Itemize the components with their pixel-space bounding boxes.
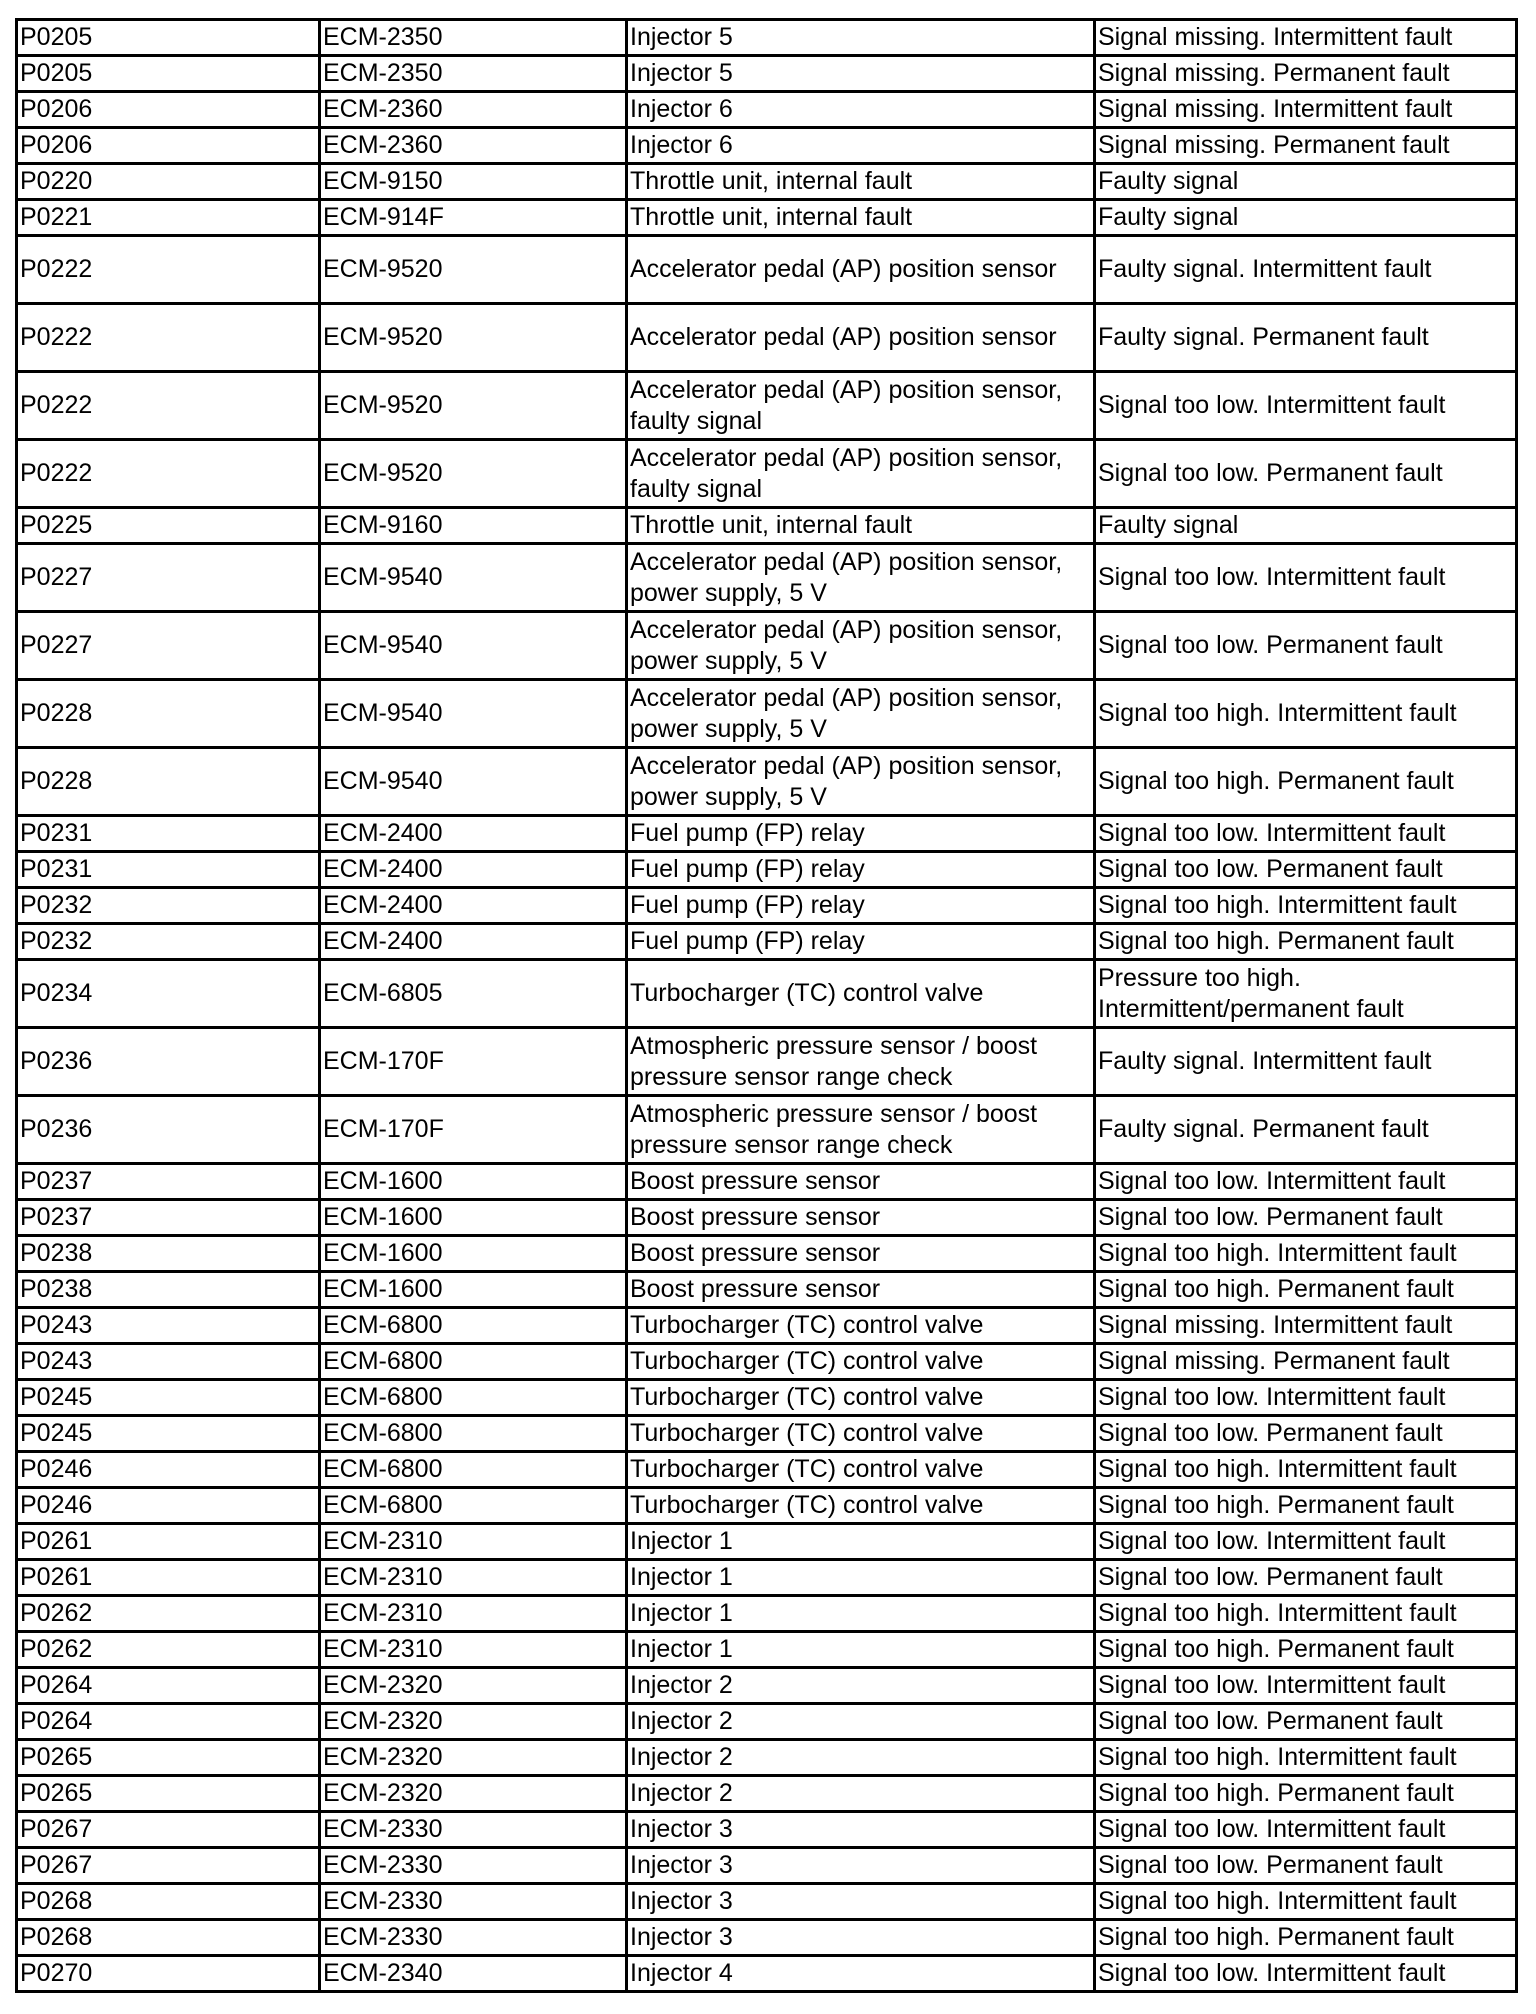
component-cell: Injector 6 [627,128,1095,164]
fault-code-cell: P0238 [17,1236,320,1272]
component-cell: Injector 2 [627,1740,1095,1776]
component-cell: Atmospheric pressure sensor / boost pressure sensor range check [627,1096,1095,1164]
table-row [17,1164,1517,1200]
ecm-code-cell: ECM-9540 [320,612,627,680]
fault-code-cell: P0221 [17,200,320,236]
table-row [17,1028,1517,1096]
component-cell: Injector 1 [627,1560,1095,1596]
table-row [17,20,1517,56]
fault-description-cell: Signal too low. Intermittent fault [1095,1380,1517,1416]
fault-description-cell: Signal missing. Permanent fault [1095,128,1517,164]
fault-description-cell: Signal too low. Intermittent fault [1095,816,1517,852]
fault-description-cell: Signal too high. Permanent fault [1095,924,1517,960]
fault-description-cell: Signal missing. Permanent fault [1095,56,1517,92]
ecm-code-cell: ECM-1600 [320,1236,627,1272]
table-row [17,200,1517,236]
ecm-code-cell: ECM-2360 [320,128,627,164]
ecm-code-cell: ECM-2320 [320,1740,627,1776]
ecm-code-cell: ECM-2400 [320,816,627,852]
ecm-code-cell: ECM-2310 [320,1596,627,1632]
ecm-code-cell: ECM-9540 [320,544,627,612]
component-cell: Turbocharger (TC) control valve [627,1416,1095,1452]
ecm-code-cell: ECM-170F [320,1028,627,1096]
fault-description-cell: Signal too low. Intermittent fault [1095,1956,1517,1992]
table-row [17,1452,1517,1488]
fault-description-cell: Signal too low. Intermittent fault [1095,372,1517,440]
fault-description-cell: Signal too high. Intermittent fault [1095,1740,1517,1776]
fault-code-cell: P0243 [17,1344,320,1380]
ecm-code-cell: ECM-6800 [320,1488,627,1524]
fault-code-cell: P0267 [17,1812,320,1848]
fault-code-cell: P0236 [17,1028,320,1096]
component-cell: Boost pressure sensor [627,1272,1095,1308]
component-cell: Fuel pump (FP) relay [627,816,1095,852]
fault-code-cell: P0237 [17,1164,320,1200]
fault-description-cell: Signal too high. Permanent fault [1095,748,1517,816]
fault-description-cell: Faulty signal [1095,508,1517,544]
fault-code-table-body [17,20,1517,1992]
fault-code-cell: P0246 [17,1452,320,1488]
fault-description-cell: Signal too high. Permanent fault [1095,1488,1517,1524]
fault-code-cell: P0265 [17,1740,320,1776]
fault-description-cell: Signal too high. Intermittent fault [1095,1884,1517,1920]
table-row [17,816,1517,852]
ecm-code-cell: ECM-2350 [320,20,627,56]
component-cell: Injector 4 [627,1956,1095,1992]
component-cell: Injector 5 [627,20,1095,56]
table-row [17,1848,1517,1884]
table-row [17,1668,1517,1704]
table-row [17,924,1517,960]
ecm-code-cell: ECM-914F [320,200,627,236]
fault-description-cell: Signal too high. Permanent fault [1095,1776,1517,1812]
ecm-code-cell: ECM-9540 [320,748,627,816]
component-cell: Fuel pump (FP) relay [627,852,1095,888]
table-row [17,612,1517,680]
fault-description-cell: Signal too low. Permanent fault [1095,612,1517,680]
table-row [17,92,1517,128]
table-row [17,1776,1517,1812]
component-cell: Boost pressure sensor [627,1164,1095,1200]
fault-code-cell: P0265 [17,1776,320,1812]
table-row [17,1308,1517,1344]
component-cell: Accelerator pedal (AP) position sensor, faulty signal [627,372,1095,440]
table-row [17,1812,1517,1848]
fault-code-cell: P0225 [17,508,320,544]
fault-code-cell: P0243 [17,1308,320,1344]
ecm-code-cell: ECM-2330 [320,1920,627,1956]
fault-description-cell: Signal too high. Intermittent fault [1095,680,1517,748]
component-cell: Atmospheric pressure sensor / boost pressure sensor range check [627,1028,1095,1096]
fault-description-cell: Signal too low. Permanent fault [1095,1848,1517,1884]
ecm-code-cell: ECM-2310 [320,1632,627,1668]
table-row [17,1884,1517,1920]
fault-code-cell: P0222 [17,372,320,440]
fault-description-cell: Signal too low. Permanent fault [1095,1200,1517,1236]
component-cell: Accelerator pedal (AP) position sensor, power supply, 5 V [627,544,1095,612]
fault-code-cell: P0220 [17,164,320,200]
fault-description-cell: Signal too low. Permanent fault [1095,440,1517,508]
fault-code-cell: P0232 [17,924,320,960]
ecm-code-cell: ECM-1600 [320,1200,627,1236]
component-cell: Injector 1 [627,1524,1095,1560]
table-row [17,372,1517,440]
component-cell: Injector 5 [627,56,1095,92]
fault-description-cell: Signal too high. Permanent fault [1095,1272,1517,1308]
fault-description-cell: Signal too low. Intermittent fault [1095,1164,1517,1200]
fault-code-table [15,18,1518,1993]
fault-description-cell: Signal too low. Permanent fault [1095,852,1517,888]
fault-description-cell: Signal too low. Intermittent fault [1095,1668,1517,1704]
ecm-code-cell: ECM-2320 [320,1668,627,1704]
fault-code-cell: P0262 [17,1632,320,1668]
table-row [17,960,1517,1028]
ecm-code-cell: ECM-2400 [320,888,627,924]
table-row [17,1200,1517,1236]
table-row [17,1704,1517,1740]
component-cell: Turbocharger (TC) control valve [627,1380,1095,1416]
fault-description-cell: Signal too low. Permanent fault [1095,1704,1517,1740]
fault-code-cell: P0236 [17,1096,320,1164]
ecm-code-cell: ECM-170F [320,1096,627,1164]
fault-code-cell: P0222 [17,440,320,508]
fault-code-cell: P0237 [17,1200,320,1236]
fault-code-cell: P0264 [17,1704,320,1740]
table-row [17,1740,1517,1776]
ecm-code-cell: ECM-1600 [320,1164,627,1200]
fault-description-cell: Signal missing. Intermittent fault [1095,92,1517,128]
fault-description-cell: Signal too high. Intermittent fault [1095,888,1517,924]
component-cell: Accelerator pedal (AP) position sensor [627,236,1095,304]
table-row [17,544,1517,612]
fault-code-cell: P0261 [17,1524,320,1560]
fault-code-cell: P0206 [17,128,320,164]
table-row [17,56,1517,92]
fault-code-cell: P0245 [17,1380,320,1416]
fault-code-cell: P0205 [17,56,320,92]
table-row [17,1096,1517,1164]
fault-code-cell: P0245 [17,1416,320,1452]
fault-description-cell: Faulty signal. Intermittent fault [1095,236,1517,304]
fault-description-cell: Signal too low. Intermittent fault [1095,1524,1517,1560]
ecm-code-cell: ECM-6800 [320,1308,627,1344]
fault-code-cell: P0228 [17,748,320,816]
component-cell: Injector 1 [627,1596,1095,1632]
fault-description-cell: Faulty signal [1095,164,1517,200]
component-cell: Throttle unit, internal fault [627,508,1095,544]
ecm-code-cell: ECM-6800 [320,1380,627,1416]
fault-code-cell: P0231 [17,852,320,888]
fault-code-cell: P0246 [17,1488,320,1524]
fault-code-cell: P0268 [17,1920,320,1956]
ecm-code-cell: ECM-2310 [320,1524,627,1560]
component-cell: Turbocharger (TC) control valve [627,1308,1095,1344]
ecm-code-cell: ECM-2330 [320,1812,627,1848]
fault-description-cell: Faulty signal. Permanent fault [1095,304,1517,372]
component-cell: Turbocharger (TC) control valve [627,1488,1095,1524]
ecm-code-cell: ECM-9520 [320,372,627,440]
component-cell: Throttle unit, internal fault [627,164,1095,200]
component-cell: Injector 6 [627,92,1095,128]
fault-code-cell: P0262 [17,1596,320,1632]
table-row [17,680,1517,748]
component-cell: Injector 2 [627,1668,1095,1704]
component-cell: Accelerator pedal (AP) position sensor, faulty signal [627,440,1095,508]
ecm-code-cell: ECM-6800 [320,1344,627,1380]
ecm-code-cell: ECM-2320 [320,1704,627,1740]
fault-description-cell: Signal missing. Intermittent fault [1095,20,1517,56]
table-row [17,1524,1517,1560]
ecm-code-cell: ECM-2330 [320,1848,627,1884]
ecm-code-cell: ECM-9540 [320,680,627,748]
ecm-code-cell: ECM-2400 [320,924,627,960]
fault-code-cell: P0261 [17,1560,320,1596]
fault-code-cell: P0227 [17,544,320,612]
table-row [17,1560,1517,1596]
component-cell: Injector 3 [627,1812,1095,1848]
ecm-code-cell: ECM-1600 [320,1272,627,1308]
fault-code-cell: P0222 [17,304,320,372]
component-cell: Injector 2 [627,1776,1095,1812]
fault-description-cell: Signal too low. Intermittent fault [1095,1812,1517,1848]
component-cell: Injector 3 [627,1920,1095,1956]
table-row [17,1416,1517,1452]
fault-description-cell: Signal missing. Permanent fault [1095,1344,1517,1380]
fault-description-cell: Signal too high. Intermittent fault [1095,1596,1517,1632]
table-row [17,888,1517,924]
component-cell: Injector 3 [627,1884,1095,1920]
fault-description-cell: Faulty signal. Intermittent fault [1095,1028,1517,1096]
component-cell: Fuel pump (FP) relay [627,924,1095,960]
fault-description-cell: Signal too high. Intermittent fault [1095,1452,1517,1488]
fault-code-cell: P0270 [17,1956,320,1992]
component-cell: Boost pressure sensor [627,1200,1095,1236]
table-row [17,1236,1517,1272]
table-row [17,1380,1517,1416]
table-row [17,1596,1517,1632]
ecm-code-cell: ECM-6805 [320,960,627,1028]
ecm-code-cell: ECM-9520 [320,440,627,508]
table-row [17,440,1517,508]
ecm-code-cell: ECM-2310 [320,1560,627,1596]
fault-description-cell: Signal too low. Permanent fault [1095,1416,1517,1452]
table-row [17,748,1517,816]
fault-code-cell: P0238 [17,1272,320,1308]
fault-description-cell: Signal too high. Intermittent fault [1095,1236,1517,1272]
fault-code-cell: P0228 [17,680,320,748]
table-row [17,1272,1517,1308]
component-cell: Accelerator pedal (AP) position sensor, power supply, 5 V [627,612,1095,680]
fault-description-cell: Signal too low. Intermittent fault [1095,544,1517,612]
ecm-code-cell: ECM-9520 [320,304,627,372]
fault-description-cell: Signal too high. Permanent fault [1095,1632,1517,1668]
table-row [17,508,1517,544]
ecm-code-cell: ECM-9150 [320,164,627,200]
table-row [17,1488,1517,1524]
ecm-code-cell: ECM-9520 [320,236,627,304]
ecm-code-cell: ECM-2350 [320,56,627,92]
table-row [17,164,1517,200]
component-cell: Turbocharger (TC) control valve [627,1344,1095,1380]
ecm-code-cell: ECM-2330 [320,1884,627,1920]
ecm-code-cell: ECM-6800 [320,1452,627,1488]
component-cell: Accelerator pedal (AP) position sensor [627,304,1095,372]
ecm-code-cell: ECM-9160 [320,508,627,544]
component-cell: Injector 3 [627,1848,1095,1884]
fault-code-cell: P0268 [17,1884,320,1920]
fault-description-cell: Signal too low. Permanent fault [1095,1560,1517,1596]
fault-description-cell: Signal missing. Intermittent fault [1095,1308,1517,1344]
ecm-code-cell: ECM-2360 [320,92,627,128]
table-row [17,852,1517,888]
ecm-code-cell: ECM-2400 [320,852,627,888]
fault-code-cell: P0206 [17,92,320,128]
table-row [17,236,1517,304]
component-cell: Injector 1 [627,1632,1095,1668]
table-row [17,304,1517,372]
table-row [17,128,1517,164]
component-cell: Fuel pump (FP) relay [627,888,1095,924]
fault-description-cell: Pressure too high. Intermittent/permanent fault [1095,960,1517,1028]
component-cell: Turbocharger (TC) control valve [627,960,1095,1028]
component-cell: Throttle unit, internal fault [627,200,1095,236]
component-cell: Boost pressure sensor [627,1236,1095,1272]
fault-description-cell: Faulty signal. Permanent fault [1095,1096,1517,1164]
fault-code-cell: P0267 [17,1848,320,1884]
component-cell: Turbocharger (TC) control valve [627,1452,1095,1488]
table-row [17,1344,1517,1380]
ecm-code-cell: ECM-2320 [320,1776,627,1812]
fault-code-cell: P0234 [17,960,320,1028]
table-row [17,1920,1517,1956]
component-cell: Accelerator pedal (AP) position sensor, power supply, 5 V [627,680,1095,748]
fault-code-cell: P0227 [17,612,320,680]
component-cell: Accelerator pedal (AP) position sensor, power supply, 5 V [627,748,1095,816]
table-row [17,1632,1517,1668]
fault-code-cell: P0222 [17,236,320,304]
fault-code-cell: P0205 [17,20,320,56]
ecm-code-cell: ECM-2340 [320,1956,627,1992]
component-cell: Injector 2 [627,1704,1095,1740]
fault-code-cell: P0231 [17,816,320,852]
fault-code-cell: P0264 [17,1668,320,1704]
fault-code-cell: P0232 [17,888,320,924]
fault-description-cell: Signal too high. Permanent fault [1095,1920,1517,1956]
fault-description-cell: Faulty signal [1095,200,1517,236]
ecm-code-cell: ECM-6800 [320,1416,627,1452]
table-row [17,1956,1517,1992]
